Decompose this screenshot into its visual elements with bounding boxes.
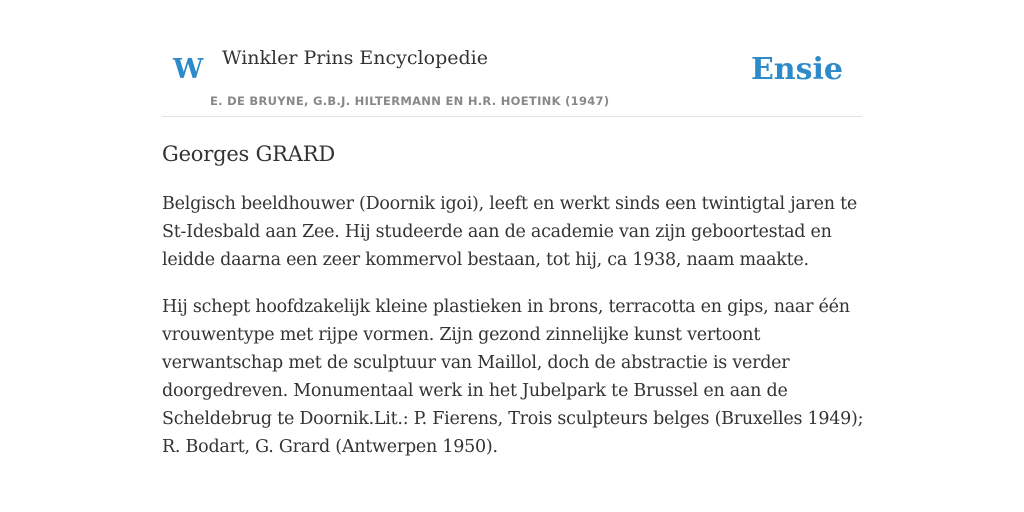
article-title: Georges GRARD	[162, 142, 336, 166]
source-title[interactable]: Winkler Prins Encyclopedie	[222, 47, 488, 69]
source-header	[162, 0, 862, 117]
ensie-logo-link[interactable]: Ensie	[750, 52, 843, 87]
source-authors: E. DE BRUYNE, G.B.J. HILTERMANN EN H.R. HOETINK (1947)	[210, 94, 610, 108]
article-paragraph: Belgisch beeldhouwer (Doornik igoi), leeft en werkt sinds een twintigtal jaren te St-Idesbald aan Zee. Hij studeerde aan de academie van zijn geboortestad en leidde daarna een zeer kommervol bestaan, tot hij, ca 1938, naam maakte.	[162, 194, 858, 270]
article-paragraph: Hij schept hoofdzakelijk kleine plastieken in brons, terracotta en gips, naar één vrouwentype met rijpe vormen. Zijn gezond zinnelijke kunst vertoont verwantschap met de sculptuur van Maillol, doch de abstractie is verder doorgedreven. Monumentaal werk in het Jubelpark te Brussel en aan de Scheldebrug te Doornik.Lit.: P. Fierens, Trois sculpteurs belges (Bruxelles 1949); R. Bodart, G. Grard (Antwerpen 1950).	[162, 297, 864, 457]
winkler-prins-logo[interactable]: W	[173, 54, 204, 85]
article	[162, 138, 864, 480]
